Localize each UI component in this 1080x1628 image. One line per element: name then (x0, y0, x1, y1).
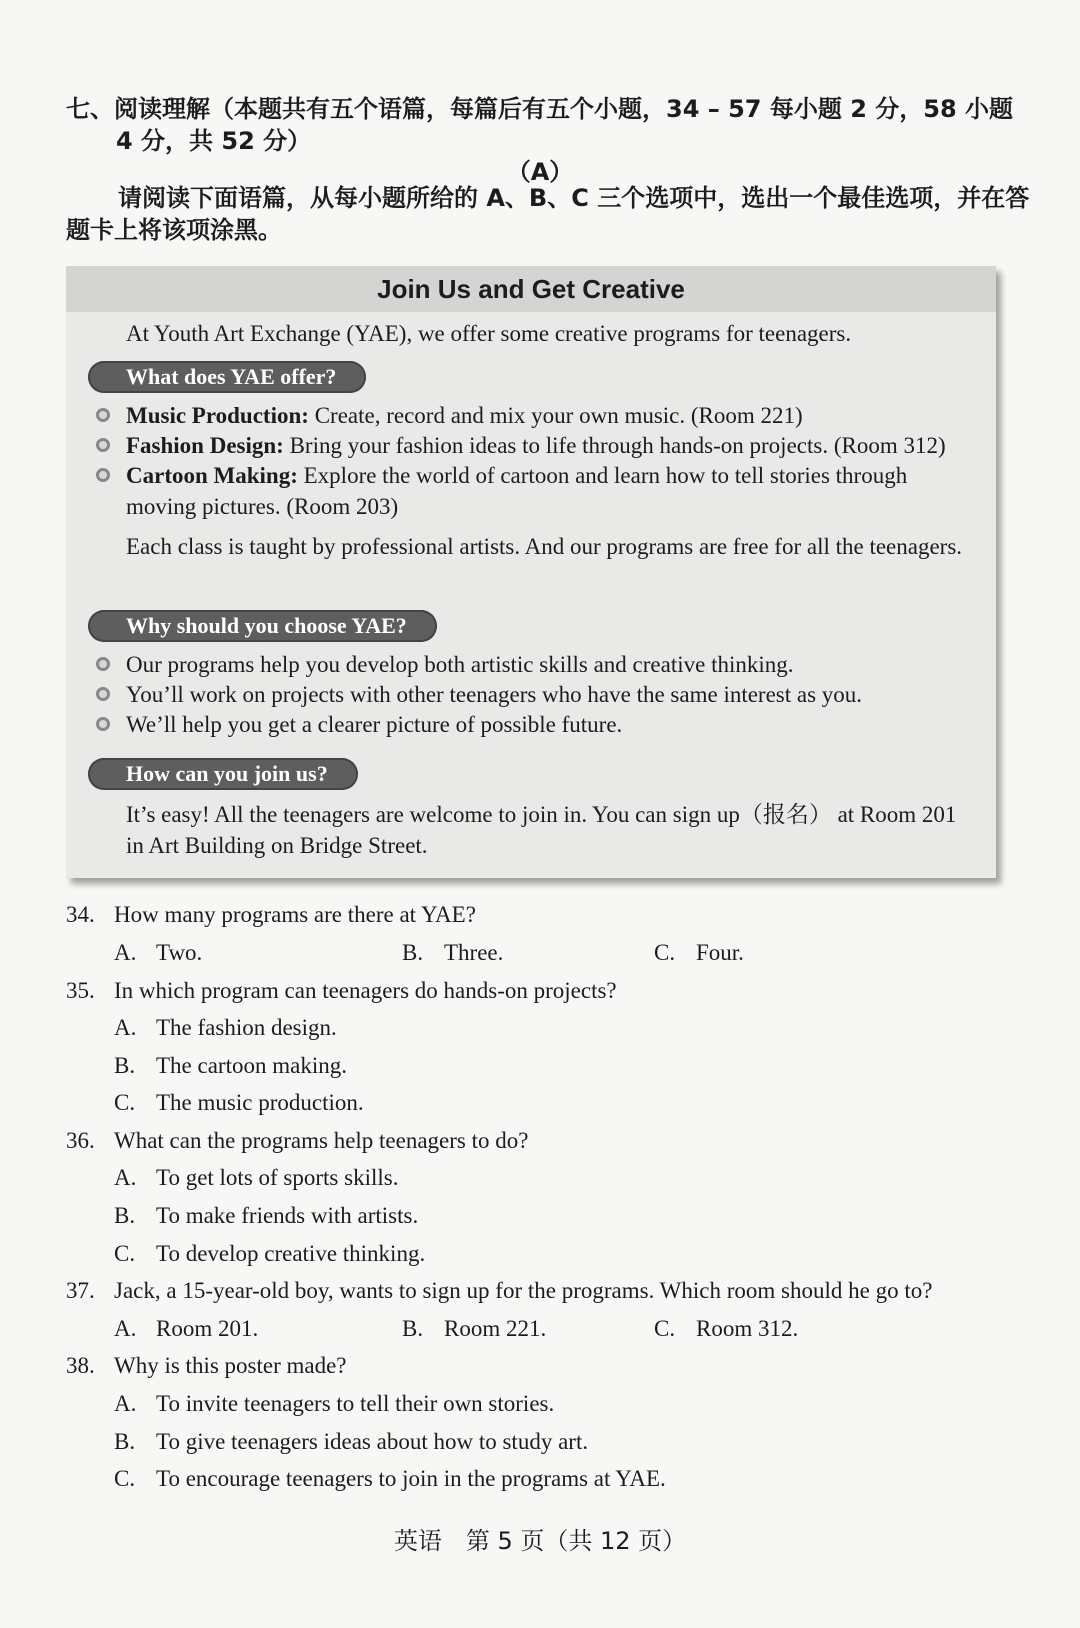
offer-note: Each class is taught by professional artists. And our programs are free for all the teenagers. (126, 534, 963, 559)
question-36 (66, 1126, 528, 1156)
offer-item-cartoon (126, 460, 972, 522)
question-number: 37. (66, 1278, 95, 1303)
offer-item-text: Create, record and mix your own music. (Room 221) (308, 403, 803, 428)
instruction: 请阅读下面语篇，从每小题所给的 A、B、C 三个选项中，选出一个最佳选项，并在答题卡上将该项涂黑。 (66, 184, 1030, 244)
option-letter: B. (402, 940, 424, 965)
offer-item-text: Bring your fashion ideas to life through hands-on projects. (Room 312) (283, 433, 946, 458)
option[interactable] (114, 1163, 398, 1193)
option[interactable] (114, 1013, 337, 1043)
option-letter: C. (654, 1316, 676, 1341)
question-stem: In which program can teenagers do hands-on projects? (114, 978, 617, 1003)
section-header-line2: 4 分，共 52 分） (116, 127, 312, 155)
question-stem: Why is this poster made? (114, 1353, 347, 1378)
option-letter: C. (114, 1466, 136, 1491)
offer-item-name: Fashion Design: (126, 433, 284, 458)
option[interactable] (402, 938, 503, 968)
question-number: 35. (66, 978, 95, 1003)
option-text: To give teenagers ideas about how to study art. (156, 1429, 589, 1454)
bullet-icon (96, 438, 110, 452)
option-letter: B. (402, 1316, 424, 1341)
option-text: To make friends with artists. (156, 1203, 419, 1228)
option[interactable] (402, 1314, 546, 1344)
offer-item-fashion (126, 430, 972, 461)
option-letter: B. (114, 1203, 136, 1228)
poster-title: Join Us and Get Creative (66, 266, 996, 312)
option-text: Three. (444, 940, 504, 965)
offer-item-text: Explore the world of cartoon and learn how to tell stories through moving pictures. (Room 203) (126, 463, 908, 519)
why-item: Our programs help you develop both artistic skills and creative thinking. (126, 652, 794, 677)
option-text: To encourage teenagers to join in the programs at YAE. (156, 1466, 666, 1491)
why-item: You’ll work on projects with other teenagers who have the same interest as you. (126, 682, 863, 707)
option-text: The fashion design. (156, 1015, 337, 1040)
option-text: Room 312. (696, 1316, 799, 1341)
option[interactable] (654, 938, 744, 968)
option[interactable] (114, 1051, 347, 1081)
bullet-icon (96, 687, 110, 701)
offer-item-name: Music Production: (126, 403, 309, 428)
option[interactable] (114, 1088, 364, 1118)
option[interactable] (114, 1464, 666, 1494)
poster-intro: At Youth Art Exchange (YAE), we offer some creative programs for teenagers. (126, 321, 852, 346)
passage-label: （A） (506, 158, 574, 186)
option-letter: B. (114, 1053, 136, 1078)
option[interactable] (114, 1314, 258, 1344)
option-letter: A. (114, 1316, 137, 1341)
option-text: To invite teenagers to tell their own stories. (156, 1391, 555, 1416)
question-number: 34. (66, 902, 95, 927)
option-letter: C. (114, 1241, 136, 1266)
page-footer: 英语 第 5 页（共 12 页） (393, 1527, 687, 1555)
option-letter: A. (114, 1391, 137, 1416)
bullet-icon (96, 468, 110, 482)
question-38 (66, 1351, 347, 1381)
offer-heading: What does YAE offer? (88, 361, 366, 393)
question-stem: Jack, a 15-year-old boy, wants to sign up for the programs. Which room should he go to? (114, 1278, 933, 1303)
poster (66, 266, 996, 878)
option[interactable] (114, 1239, 425, 1269)
question-35 (66, 976, 617, 1006)
join-text: It’s easy! All the teenagers are welcome to join in. You can sign up（报名） at Room 201 in Art Building on Bridge Street. (126, 802, 957, 858)
question-34 (66, 900, 476, 930)
option[interactable] (114, 1201, 418, 1231)
option-letter: A. (114, 1165, 137, 1190)
offer-item-name: Cartoon Making: (126, 463, 298, 488)
section-header (66, 93, 1046, 157)
bullet-icon (96, 408, 110, 422)
option[interactable] (114, 938, 202, 968)
option-text: To get lots of sports skills. (156, 1165, 399, 1190)
option[interactable] (114, 1427, 588, 1457)
option-letter: B. (114, 1429, 136, 1454)
question-number: 38. (66, 1353, 95, 1378)
option-letter: C. (654, 940, 676, 965)
option-text: To develop creative thinking. (156, 1241, 426, 1266)
option-letter: A. (114, 1015, 137, 1040)
option[interactable] (114, 1389, 554, 1419)
question-stem: How many programs are there at YAE? (114, 902, 476, 927)
option-text: Four. (696, 940, 744, 965)
bullet-icon (96, 657, 110, 671)
why-item: We’ll help you get a clearer picture of possible future. (126, 712, 623, 737)
option-text: Room 201. (156, 1316, 259, 1341)
section-header-line1: 七、阅读理解（本题共有五个语篇，每篇后有五个小题，34 – 57 每小题 2 分，58 小题 (66, 95, 1014, 123)
question-number: 36. (66, 1128, 95, 1153)
join-heading: How can you join us? (88, 758, 358, 790)
option[interactable] (654, 1314, 798, 1344)
option-letter: C. (114, 1090, 136, 1115)
why-heading: Why should you choose YAE? (88, 610, 437, 642)
bullet-icon (96, 717, 110, 731)
question-stem: What can the programs help teenagers to do? (114, 1128, 529, 1153)
question-37 (66, 1276, 932, 1306)
option-text: The music production. (156, 1090, 364, 1115)
option-text: Two. (156, 940, 203, 965)
option-letter: A. (114, 940, 137, 965)
offer-item-music (126, 400, 972, 431)
option-text: The cartoon making. (156, 1053, 347, 1078)
option-text: Room 221. (444, 1316, 547, 1341)
